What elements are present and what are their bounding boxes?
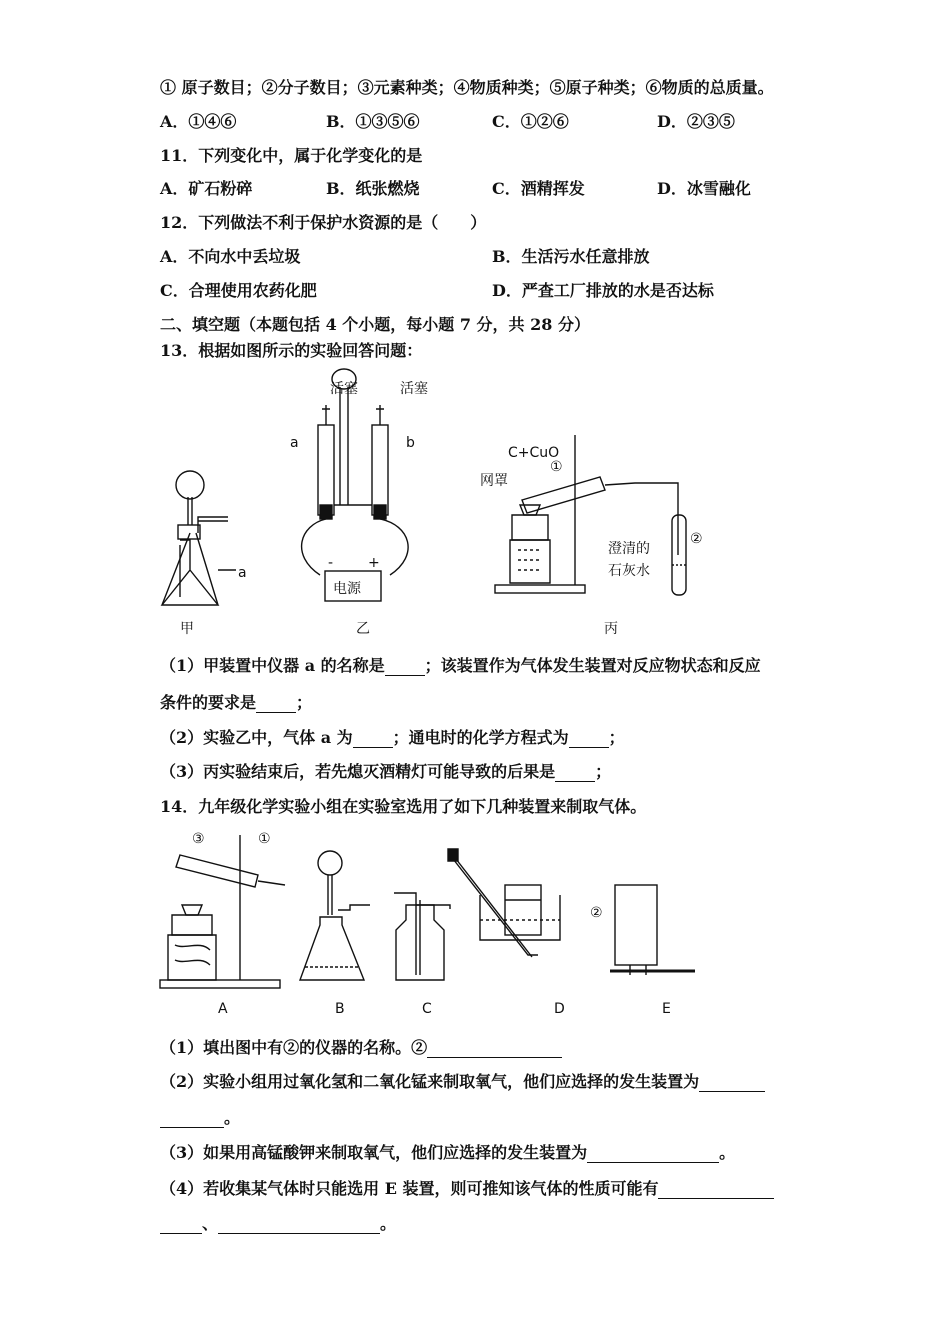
- fig-label-wangzhao: 网罩: [480, 473, 508, 489]
- q12-stem: 12．下列做法不利于保护水资源的是（ ）: [160, 213, 487, 232]
- answer-blank[interactable]: [427, 1041, 562, 1058]
- section-2-heading: 二、填空题（本题包括 4 个小题，每小题 7 分，共 28 分）: [160, 315, 590, 334]
- q12-option-a: A．不向水中丢垃圾: [160, 247, 301, 266]
- q11-option-a: A．矿石粉碎: [160, 179, 253, 198]
- fig14-label-E: E: [662, 1001, 671, 1017]
- q12-option-b: B．生活污水任意排放: [492, 247, 650, 266]
- q13-figure: [150, 365, 750, 645]
- test-tube-1: [522, 477, 605, 513]
- fig-label-b-yi: b: [406, 435, 415, 451]
- conical-flask: [162, 540, 218, 605]
- q14-stem: 14．九年级化学实验小组在实验室选用了如下几种装置来制取气体。: [160, 797, 647, 816]
- q10-option-a: A．①④⑥: [160, 112, 237, 131]
- q14-sub1: （1）填出图中有②的仪器的名称。②: [160, 1038, 562, 1058]
- q13-stem: 13．根据如图所示的实验回答问题：: [160, 341, 423, 360]
- fig-label-c-cuo: C+CuO: [508, 445, 560, 461]
- fig-label-circle2: ②: [690, 531, 703, 547]
- answer-blank[interactable]: [699, 1075, 765, 1092]
- answer-blank[interactable]: [658, 1182, 774, 1199]
- q11-stem: 11．下列变化中，属于化学变化的是: [160, 146, 423, 165]
- fig-label-minus: -: [328, 555, 334, 571]
- fig-label-huosai-right: 活塞: [400, 381, 428, 397]
- fig-label-power: 电源: [333, 581, 361, 597]
- fig-label-bing: 丙: [604, 621, 618, 637]
- q11-option-d: D．冰雪融化: [657, 179, 751, 198]
- q13-sub1-line2: 条件的要求是 ；: [160, 693, 313, 712]
- fig-label-a-jia: a: [238, 565, 247, 581]
- answer-blank[interactable]: [555, 765, 595, 782]
- answer-blank[interactable]: [353, 731, 393, 748]
- answer-blank[interactable]: [160, 1217, 202, 1234]
- q11-option-c: C．酒精挥发: [492, 179, 585, 198]
- fig-label-plus: +: [368, 555, 380, 571]
- answer-blank[interactable]: [256, 696, 296, 713]
- q14-sub3: （3）如果用高锰酸钾来制取氧气，他们应选择的发生装置为 。: [160, 1143, 736, 1162]
- fig14-label-D: D: [554, 1001, 565, 1017]
- q10-option-c: C．①②⑥: [492, 112, 569, 131]
- fig-label-limewater-2: 石灰水: [608, 563, 650, 579]
- q12-option-d: D．严查工厂排放的水是否达标: [492, 281, 714, 300]
- q13-sub3: （3）丙实验结束后，若先熄灭酒精灯可能导致的后果是 ；: [160, 762, 612, 781]
- answer-blank[interactable]: [218, 1217, 380, 1234]
- answer-blank[interactable]: [587, 1146, 719, 1163]
- answer-blank[interactable]: [569, 731, 609, 748]
- q14-figure: [150, 825, 710, 1025]
- q14-sub2-cont: 。: [160, 1108, 240, 1128]
- q11-option-b: B．纸张燃烧: [326, 179, 420, 198]
- fig-label-yi: 乙: [356, 621, 370, 637]
- q10-option-b: B．①③⑤⑥: [326, 112, 420, 131]
- fig14-label-B: B: [335, 1001, 345, 1017]
- q14-sub2: （2）实验小组用过氧化氢和二氧化锰来制取氧气，他们应选择的发生装置为: [160, 1072, 765, 1092]
- fig-label-jia: 甲: [180, 621, 194, 637]
- q12-option-c: C．合理使用农药化肥: [160, 281, 317, 300]
- fig14-label-C: C: [422, 1001, 432, 1017]
- answer-blank[interactable]: [385, 659, 425, 676]
- fig14-label-c3: ③: [192, 831, 205, 847]
- test-tube-2: [672, 515, 686, 595]
- q14-sub4-cont: 、 。: [160, 1214, 396, 1234]
- fig14-label-A: A: [218, 1001, 228, 1017]
- fig-label-a-yi: a: [290, 435, 299, 451]
- q14-sub4: （4）若收集某气体时只能选用 E 装置，则可推知该气体的性质可能有: [160, 1179, 774, 1199]
- funnel-bulb: [176, 471, 204, 499]
- fig-label-huosai-left: 活塞: [330, 381, 358, 397]
- fig-label-circle1: ①: [550, 459, 563, 475]
- fig14-label-c2: ②: [590, 905, 603, 921]
- fig14-label-c1: ①: [258, 831, 271, 847]
- fig-label-limewater-1: 澄清的: [608, 541, 650, 557]
- q13-sub1-line1: （1）甲装置中仪器 a 的名称是 ；该装置作为气体发生装置对反应物状态和反应: [160, 656, 761, 675]
- intro-line: ① 原子数目；②分子数目；③元素种类；④物质种类；⑤原子种类；⑥物质的总质量。: [160, 78, 774, 97]
- answer-blank[interactable]: [160, 1111, 224, 1128]
- q10-option-d: D．②③⑤: [657, 112, 735, 131]
- q13-sub2: （2）实验乙中，气体 a 为 ；通电时的化学方程式为 ；: [160, 728, 625, 747]
